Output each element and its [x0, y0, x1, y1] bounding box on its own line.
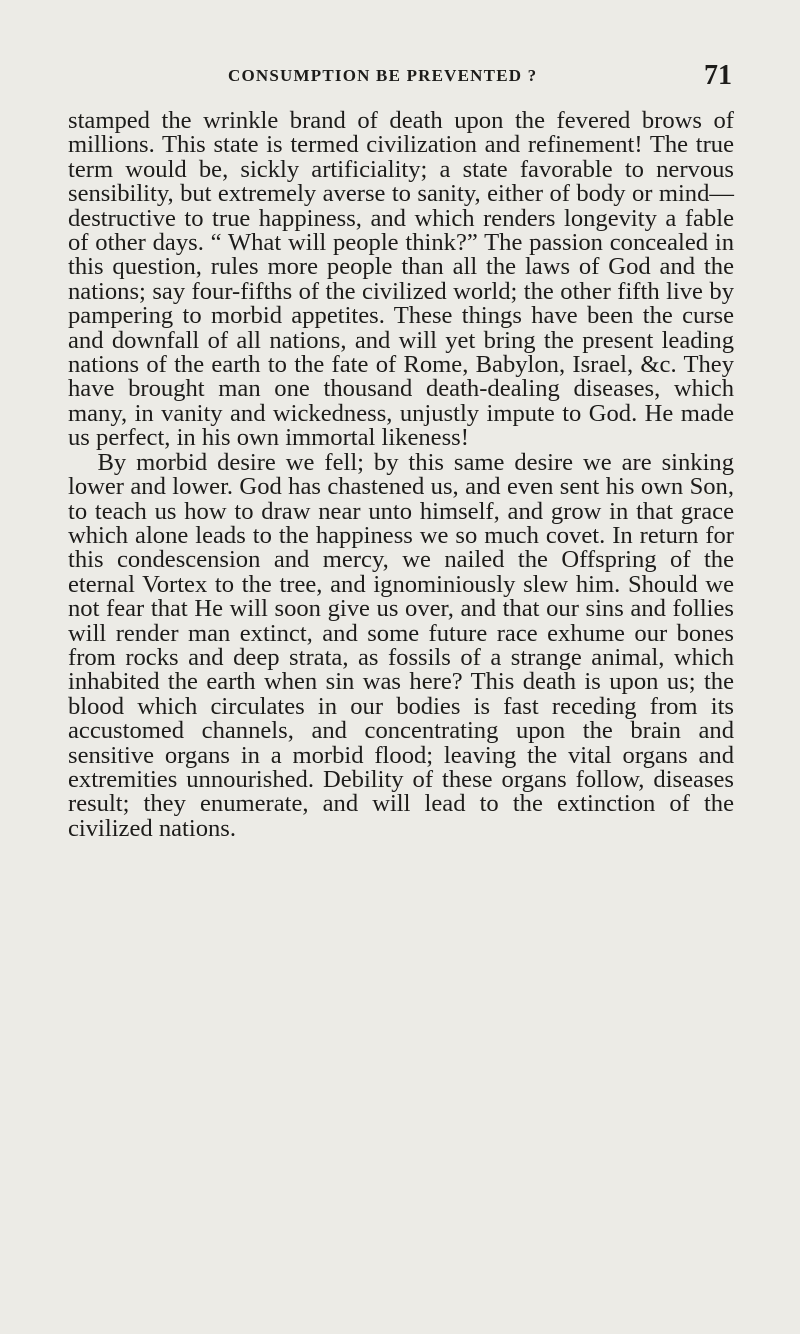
- paragraph: stamped the wrinkle brand of death upon the fevered brows of millions. This state is termed civilization and refinement! The true term would be, sickly artificiality; a state favorable to nervous sensibility, but extremely averse to sanity, either of body or mind—destructive to true happiness, and which renders longevity a fable of other days. “ What will people think?” The passion concealed in this question, rules more people than all the laws of God and the nations; say four-fifths of the civilized world; the other fifth live by pampering to morbid appetites. These things have been the curse and downfall of all nations, and will yet bring the present leading nations of the earth to the fate of Rome, Babylon, Israel, &c. They have brought man one thousand death-dealing diseases, which many, in vanity and wickedness, unjustly impute to God. He made us perfect, in his own immortal likeness!: [68, 107, 734, 452]
- running-title: CONSUMPTION BE PREVENTED ?: [228, 66, 538, 85]
- body-text: [68, 109, 734, 841]
- page-number: 71: [704, 60, 732, 91]
- running-head: [0, 60, 800, 96]
- paragraph: By morbid desire we fell; by this same desire we are sinking lower and lower. God has chastened us, and even sent his own Son, to teach us how to draw near unto himself, and grow in that grace which alone leads to the happiness we so much covet. In return for this condescension and mercy, we nailed the Offspring of the eternal Vortex to the tree, and ignominiously slew him. Should we not fear that He will soon give us over, and that our sins and follies will render man extinct, and some future race exhume our bones from rocks and deep strata, as fossils of a strange animal, which inhabited the earth when sin was here? This death is upon us; the blood which circulates in our bodies is fast receding from its accustomed channels, and concentrating upon the brain and sensitive organs in a morbid flood; leaving the vital organs and extremities unnourished. Debility of these organs follow, diseases result; they enumerate, and will lead to the extinction of the civilized nations.: [68, 448, 734, 842]
